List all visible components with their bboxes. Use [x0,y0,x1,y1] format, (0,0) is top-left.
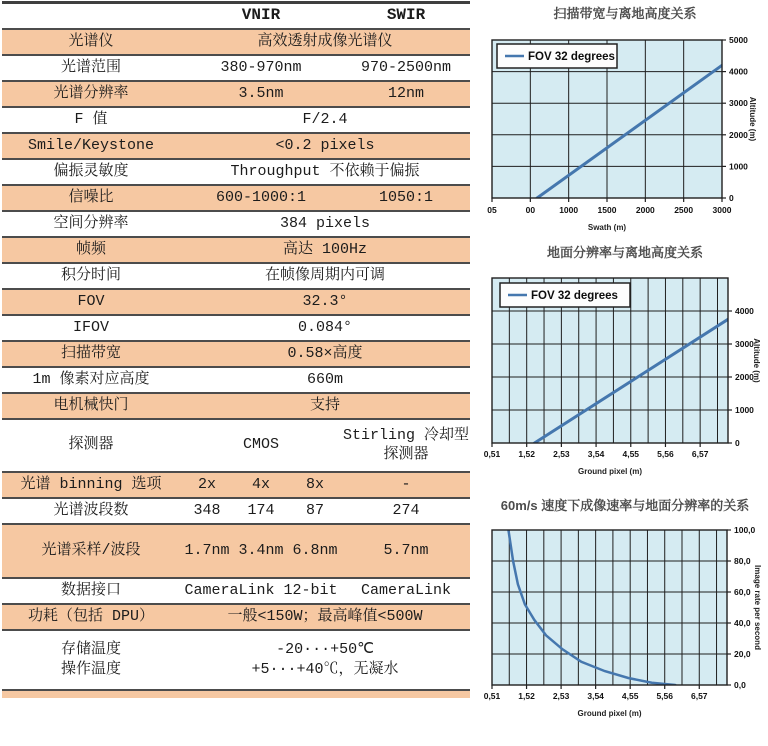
table-row [2,263,470,289]
spec-label: 功耗（包括 DPU） [27,607,154,625]
x-tick-label: 4,55 [621,691,639,701]
x-axis-title: Ground pixel (m) [578,467,642,476]
chart-swath-vs-altitude [483,0,768,240]
spec-value: Throughput 不依赖于偏振 [230,162,420,180]
y-tick-label: 0,0 [734,680,746,690]
y-tick-label: 4000 [729,66,748,77]
spec-value: 174 [247,501,275,519]
x-tick-label: 2000 [635,205,655,215]
spec-label: 探测器 [68,436,114,454]
chart-title: 60m/s 速度下成像速率与地面分辨率的关系 [500,498,750,513]
spec-value: F/2.4 [302,110,348,128]
table-row [2,107,470,133]
table-row [2,524,470,578]
spec-label: 光谱仪 [68,32,114,50]
spec-value: 12nm [388,84,425,102]
legend-label: FOV 32 degrees [528,51,615,63]
y-tick-label: 2000 [729,129,748,140]
chart-groundpixel-vs-altitude [483,240,768,492]
chart-imagerate-vs-groundpixel [483,492,768,746]
x-axis-title: Ground pixel (m) [577,709,642,718]
spec-value: 高达 100Hz [283,240,368,258]
table-row [2,185,470,211]
y-axis-title: Image rate per second [753,565,762,650]
table-row [2,578,470,604]
y-tick-label: 4000 [735,306,754,316]
y-axis-title: Altitude (m) [752,338,761,383]
chart-swath-vs-altitude-svg [483,0,768,240]
spec-value: - [401,475,411,493]
x-axis-title: Swath (m) [587,223,627,232]
x-tick-label: 1,52 [518,449,535,459]
spec-label: 数据接口 [60,581,121,599]
spec-value: 8x [306,475,325,493]
x-tick-label: 5,56 [657,449,674,459]
chart-groundpixel-vs-altitude-svg [483,240,768,492]
spec-value: 660m [307,370,344,388]
spec-value: 5.7nm [383,541,429,559]
spec-label: 空间分辨率 [53,214,129,232]
next-row-partial [2,691,470,698]
spec-label: 光谱 binning 选项 [20,475,162,493]
x-tick-label: 5,56 [656,691,673,701]
spec-value: 0.58×高度 [287,344,363,362]
x-tick-label: 3000 [712,205,732,215]
spec-value: 274 [392,501,420,519]
y-tick-label: 20,0 [734,649,751,659]
spec-value: 1050:1 [379,188,434,206]
spec-value: 3.5nm [238,84,284,102]
x-tick-label: 3,54 [587,449,605,459]
x-tick-label: 2,53 [552,691,570,701]
table-row [2,630,470,690]
spec-value: 一般<150W；最高峰值<500W [227,607,423,625]
spec-value: 32.3° [302,292,348,310]
column-header-swir: SWIR [386,6,426,25]
x-tick-label: 6,57 [690,691,708,701]
spec-value: 970-2500nm [361,58,452,76]
table-row [2,498,470,524]
chart-imagerate-vs-groundpixel-svg [483,492,768,746]
charts-column [483,0,768,746]
y-tick-label: 0 [729,193,734,203]
x-tick-label: 1,52 [518,691,535,701]
spec-label: 帧频 [75,240,106,258]
x-tick-label: 3,54 [587,691,604,701]
table-row [2,315,470,341]
x-tick-label: 1000 [559,205,579,215]
spec-label: F 值 [74,110,108,128]
table-row [2,237,470,263]
spec-label: 光谱波段数 [53,501,129,519]
y-tick-label: 3000 [729,98,748,109]
y-tick-label: 1000 [735,405,754,415]
chart-title: 地面分辨率与离地高度关系 [546,245,704,260]
table-row [2,341,470,367]
spec-label: 信噪比 [68,188,114,206]
spec-label: 光谱分辨率 [53,84,129,102]
x-tick-label: 0,51 [483,449,501,459]
chart-title: 扫描带宽与离地高度关系 [553,6,697,21]
spec-label: 存储温度 操作温度 [60,641,121,678]
spec-value: CameraLink [361,581,452,599]
x-tick-label: 0,51 [483,691,501,701]
spec-value: CameraLink 12-bit [184,581,338,599]
spec-value: 600-1000:1 [216,188,307,206]
spec-value: 1.7nm 3.4nm 6.8nm [184,541,338,559]
y-tick-label: 0 [735,438,740,448]
spec-value: -20···+50℃ +5···+40℃，无凝水 [251,641,399,678]
spec-label: 1m 像素对应高度 [32,370,150,388]
x-tick-label: 4,55 [622,449,640,459]
spec-value: Stirling 冷却型 探测器 [343,426,470,463]
y-tick-label: 80,0 [734,556,751,566]
spec-label: Smile/Keystone [27,136,155,154]
x-tick-label: 05 [487,205,497,215]
x-tick-label: 00 [525,205,536,215]
table-header-row [2,3,470,29]
y-tick-label: 60,0 [734,587,751,597]
y-axis-title: Altitude (m) [748,96,757,142]
legend-label: FOV 32 degrees [531,290,618,302]
column-header-vnir: VNIR [241,6,281,25]
x-tick-label: 2,53 [553,449,570,459]
y-tick-label: 1000 [729,161,748,172]
table-row [2,367,470,393]
spec-value: 支持 [310,396,341,414]
table-row [2,211,470,237]
y-tick-label: 2000 [735,372,754,382]
spec-label: 光谱范围 [60,58,121,76]
x-tick-label: 6,57 [691,449,709,459]
y-tick-label: 5000 [729,35,748,45]
x-tick-label: 1500 [597,205,617,215]
table-row [2,81,470,107]
spec-label: IFOV [72,318,109,336]
spec-label: 扫描带宽 [60,344,121,362]
spec-table-container [2,1,470,698]
spec-value: 0.084° [298,318,353,336]
spec-value: 348 [193,501,221,519]
y-tick-label: 100,0 [734,525,756,535]
spec-label: 电机械快门 [53,396,129,414]
table-row [2,55,470,81]
table-row [2,159,470,185]
y-tick-label: 40,0 [734,618,751,628]
spec-value: 高效透射成像光谱仪 [257,32,393,50]
header-empty-cell [2,3,180,29]
spec-label: 偏振灵敏度 [53,162,129,180]
table-row [2,419,470,472]
spec-label: 光谱采样/波段 [41,541,141,559]
spec-value: 2x [197,475,216,493]
table-row [2,133,470,159]
spec-value: 4x [251,475,270,493]
x-tick-label: 2500 [674,205,694,215]
table-row [2,29,470,55]
spec-value: 在帧像周期内可调 [265,266,386,284]
spec-value: CMOS [243,436,280,454]
spec-value: 380-970nm [220,58,302,76]
table-row [2,472,470,498]
table-row [2,604,470,630]
y-tick-label: 3000 [735,339,754,349]
table-row [2,289,470,315]
table-row [2,393,470,419]
spec-value: 87 [306,501,325,519]
spec-value: 384 pixels [280,214,371,232]
spec-label: 积分时间 [60,266,121,284]
spec-table [2,1,470,691]
spec-value: <0.2 pixels [275,136,375,154]
spec-label: FOV [77,292,105,310]
